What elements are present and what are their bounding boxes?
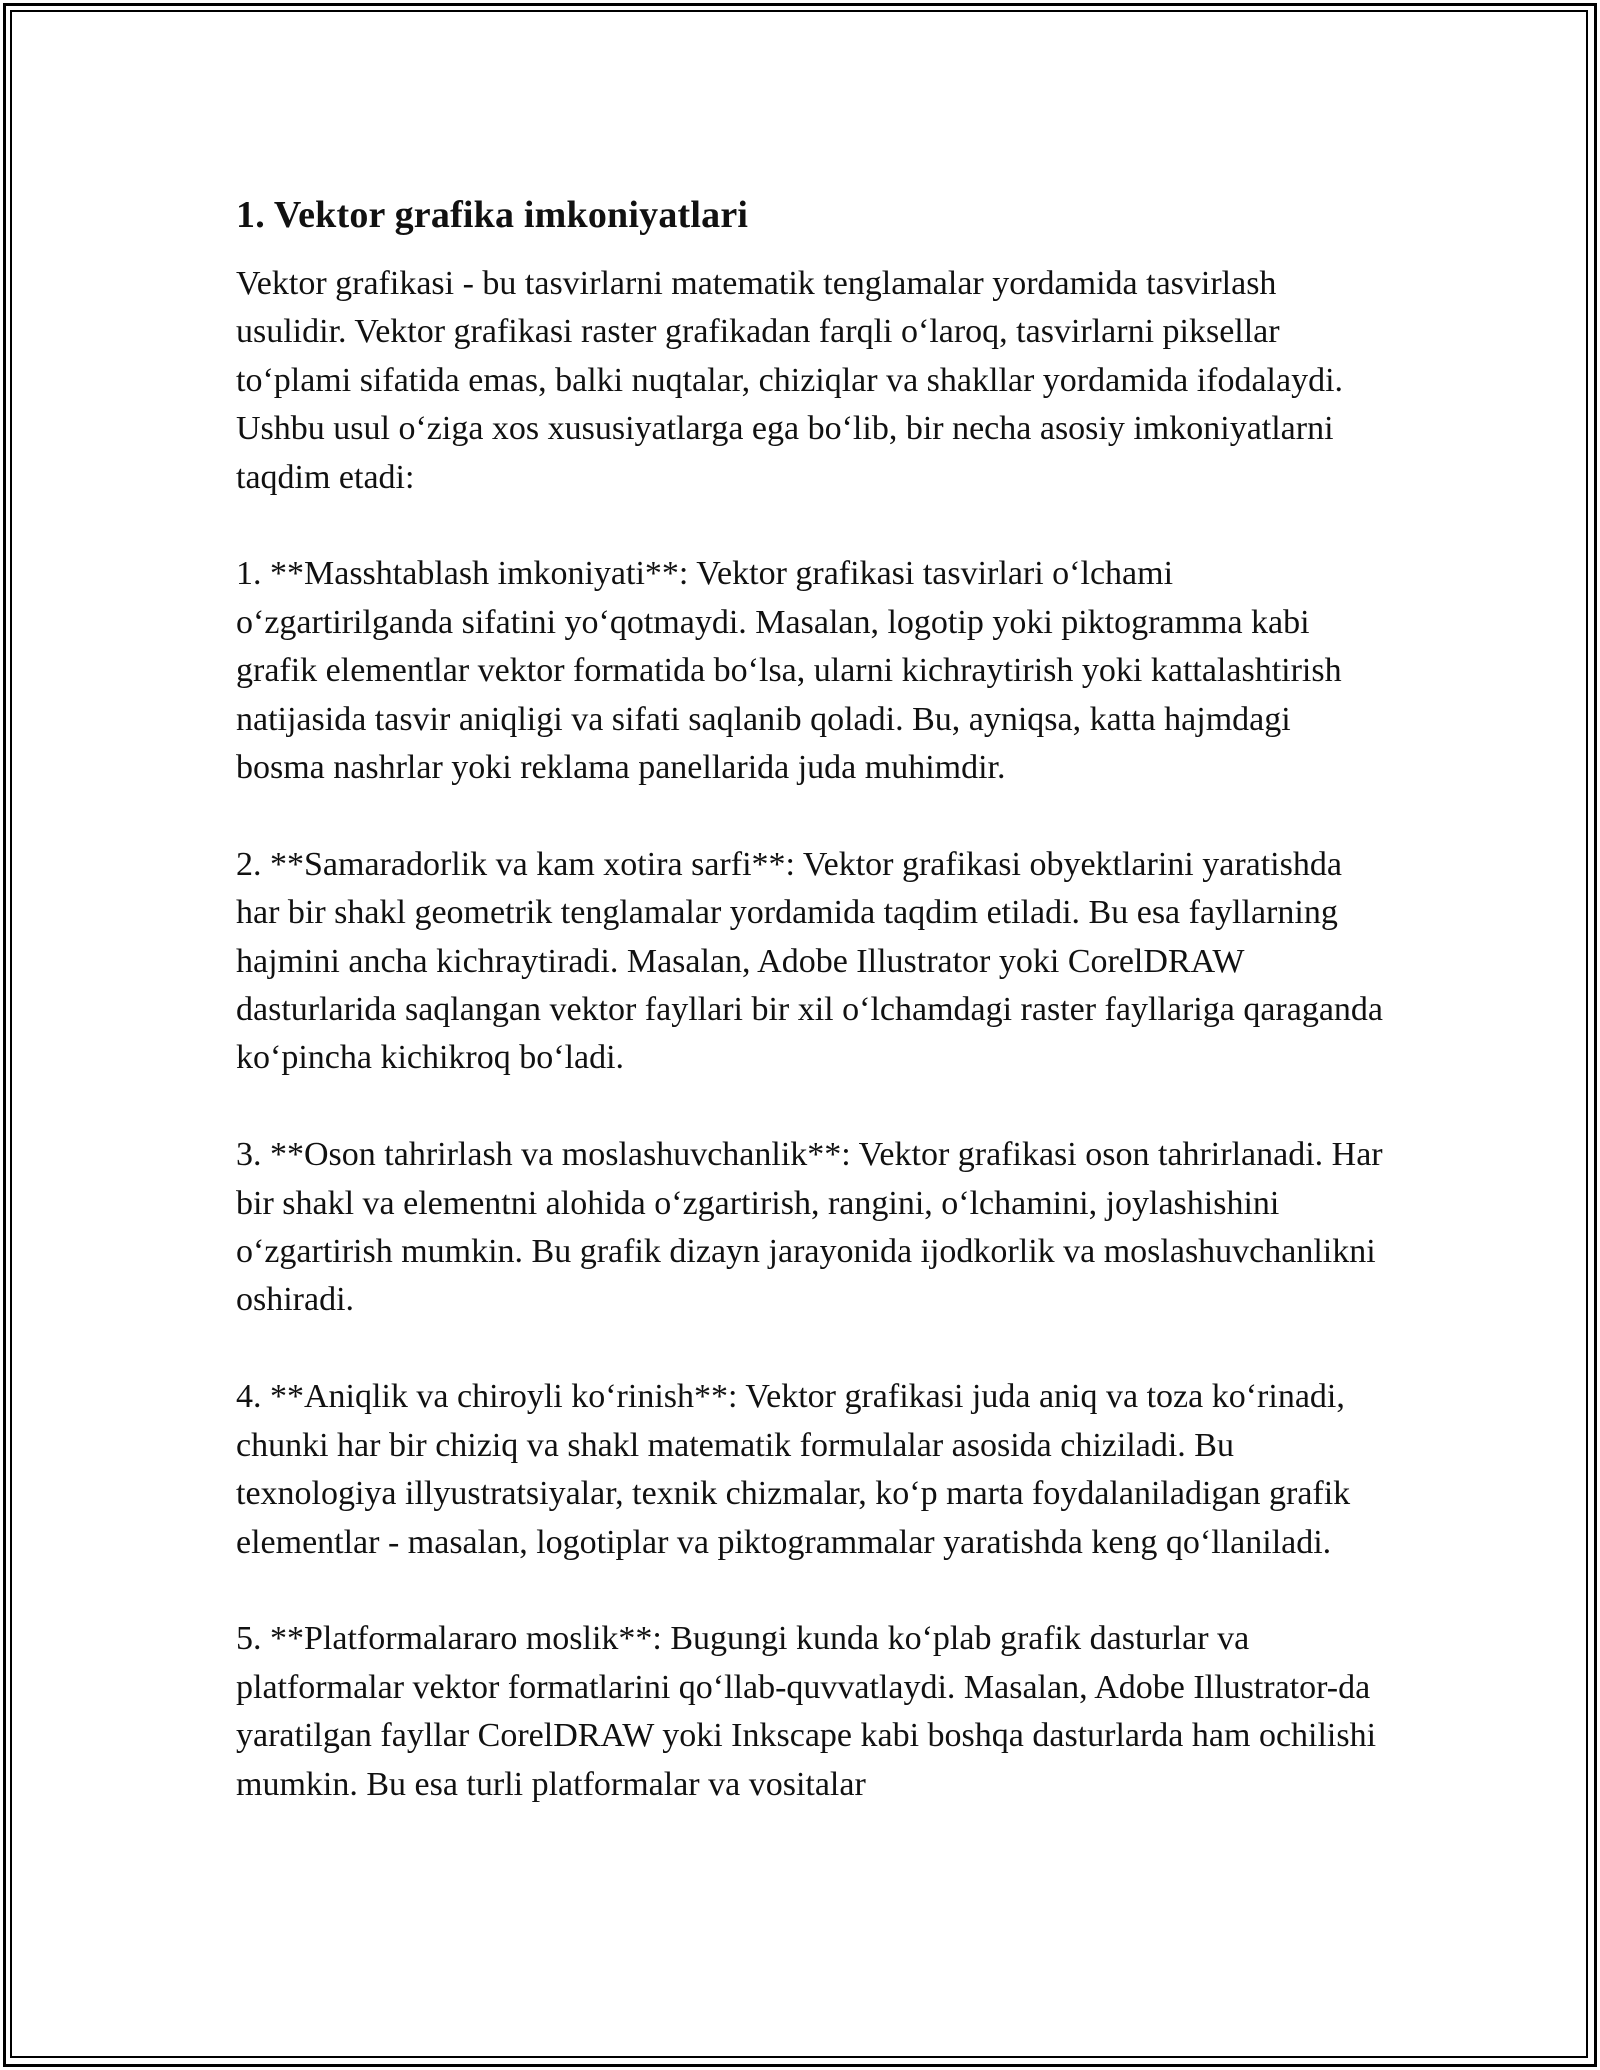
section-heading: 1. Vektor grafika imkoniyatlari bbox=[236, 194, 749, 236]
paragraph-scalability: 1. **Masshtablash imkoniyati**: Vektor grafikasi tasvirlari o‘lchami o‘zgartirilganda sifatini yo‘qotmaydi. Masalan, logotip yoki piktogramma kabi grafik elementlar vektor formatida bo‘lsa, ularni kichraytirish yoki kattalashtirish natijasida tasvir aniqligi va sifati saqlanib qoladi. Bu, ayniqsa, katta hajmdagi bosma nashrlar yoki reklama panellarida juda muhimdir. bbox=[236, 555, 1342, 787]
paragraph-precision: 4. **Aniqlik va chiroyli ko‘rinish**: Vektor grafikasi juda aniq va toza ko‘rinadi, chunki har bir chiziq va shakl matematik formulalar asosida chiziladi. Bu texnologiya illyustratsiyalar, texnik chizmalar, ko‘p marta foydalaniladigan grafik elementlar - masalan, logotiplar va piktogrammalar yaratishda keng qo‘llaniladi. bbox=[236, 1378, 1351, 1561]
document-body bbox=[236, 190, 1386, 1809]
paragraph-cross-platform: 5. **Platformalararo moslik**: Bugungi kunda ko‘plab grafik dasturlar va platformalar vektor formatlarini qo‘llab-quvvatlaydi. Masalan, Adobe Illustrator-da yaratilgan fayllar CorelDRAW yoki Inkscape kabi boshqa dasturlarda ham ochilishi mumkin. Bu esa turli platformalar va vositalar bbox=[236, 1620, 1377, 1803]
intro-paragraph: Vektor grafikasi - bu tasvirlarni matematik tenglamalar yordamida tasvirlash usulidir. Vektor grafikasi raster grafikadan farqli o‘laroq, tasvirlarni piksellar to‘plami sifatida emas, balki nuqtalar, chiziqlar va shakllar yordamida ifodalaydi. Ushbu usul o‘ziga xos xususiyatlarga ega bo‘lib, bir necha asosiy imkoniyatlarni taqdim etadi: bbox=[236, 265, 1344, 496]
paragraph-efficiency: 2. **Samaradorlik va kam xotira sarfi**: Vektor grafikasi obyektlarini yaratishda har bir shakl geometrik tenglamalar yordamida taqdim etiladi. Bu esa fayllarning hajmini ancha kichraytiradi. Masalan, Adobe Illustrator yoki CorelDRAW dasturlarida saqlangan vektor fayllari bir xil o‘lchamdagi raster fayllariga qaraganda ko‘pincha kichikroq bo‘ladi. bbox=[236, 845, 1384, 1077]
paragraph-editing: 3. **Oson tahrirlash va moslashuvchanlik**: Vektor grafikasi oson tahrirlanadi. Har bir shakl va elementni alohida o‘zgartirish, rangini, o‘lchamini, joylashishini o‘zgartirish mumkin. Bu grafik dizayn jarayonida ijodkorlik va moslashuvchanlikni oshiradi. bbox=[236, 1136, 1383, 1319]
